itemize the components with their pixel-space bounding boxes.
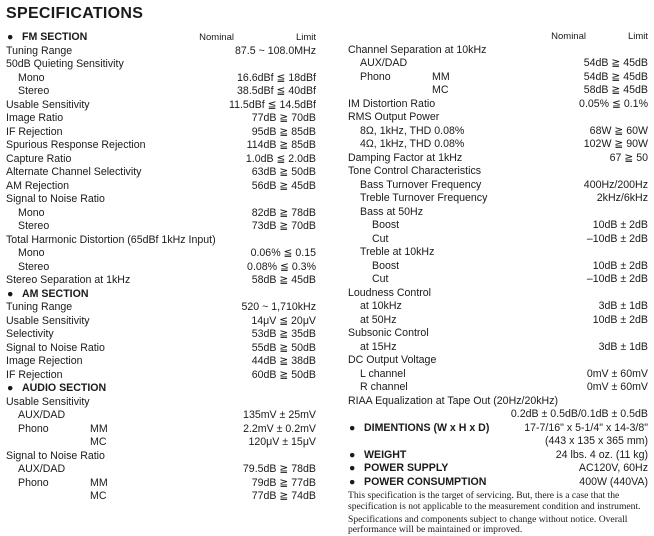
spec-label: Subsonic Control bbox=[348, 327, 429, 339]
spec-value: 2.2mV ± 0.2mV bbox=[243, 422, 316, 435]
spec-row bbox=[6, 315, 328, 329]
column-header bbox=[348, 30, 648, 44]
bullet-icon: ● bbox=[349, 462, 356, 474]
spec-row bbox=[348, 327, 648, 341]
footnote: This specification is the target of servicing. But, there is a case that the specification is not applicable to the measurement condition and instrument. bbox=[348, 490, 641, 512]
spec-label: Treble Turnover Frequency bbox=[360, 192, 488, 204]
spec-label: Damping Factor at 1kHz bbox=[348, 151, 463, 164]
spec-label: Cut bbox=[372, 232, 389, 245]
spec-row bbox=[6, 180, 328, 194]
spec-label: Usable Sensitivity bbox=[6, 314, 90, 327]
spec-label: Stereo Separation at 1kHz bbox=[6, 274, 131, 286]
spec-label: L channel bbox=[360, 367, 406, 380]
spec-label: Total Harmonic Distortion (65dBf 1kHz Input) bbox=[6, 233, 216, 246]
page-title: SPECIFICATIONS bbox=[6, 5, 144, 22]
spec-row bbox=[6, 355, 328, 369]
spec-label: Loudness Control bbox=[348, 286, 432, 299]
spec-label: Boost bbox=[372, 259, 400, 272]
spec-sublabel: MC bbox=[90, 436, 107, 448]
spec-value: 68W ≧ 60W bbox=[589, 124, 648, 137]
spec-label: Phono bbox=[18, 476, 49, 489]
spec-row bbox=[6, 234, 328, 248]
spec-label: Stereo bbox=[18, 220, 50, 232]
spec-sublabel: MM bbox=[90, 476, 108, 489]
spec-row bbox=[6, 423, 328, 437]
spec-row bbox=[6, 328, 328, 342]
left-spec-column bbox=[6, 31, 328, 504]
spec-row bbox=[348, 287, 648, 301]
spec-value: 54dB ≧ 45dB bbox=[583, 70, 648, 83]
spec-value: 3dB ± 1dB bbox=[598, 340, 648, 353]
spec-label: at 15Hz bbox=[360, 340, 397, 353]
spec-value: 10dB ± 2dB bbox=[592, 219, 648, 231]
spec-value: 87.5 ~ 108.0MHz bbox=[235, 44, 316, 57]
spec-label: Selectivity bbox=[6, 328, 54, 340]
spec-row bbox=[348, 219, 648, 233]
spec-row bbox=[6, 409, 328, 423]
spec-value: 63dB ≧ 50dB bbox=[251, 166, 316, 178]
spec-row bbox=[348, 125, 648, 139]
spec-row bbox=[348, 111, 648, 125]
spec-label: at 50Hz bbox=[360, 313, 397, 326]
spec-row bbox=[6, 58, 328, 72]
spec-label: DIMENTIONS (W x H x D) bbox=[364, 421, 490, 434]
spec-value: 77dB ≧ 70dB bbox=[251, 112, 316, 124]
spec-label: Mono bbox=[18, 206, 45, 219]
limit-header: Limit bbox=[627, 31, 648, 42]
spec-row bbox=[6, 369, 328, 383]
spec-label: POWER SUPPLY bbox=[364, 462, 449, 474]
spec-row bbox=[348, 152, 648, 166]
spec-label: Usable Sensitivity bbox=[6, 395, 90, 408]
spec-label: Mono bbox=[18, 247, 45, 259]
spec-row bbox=[6, 247, 328, 261]
spec-bullet-row bbox=[348, 449, 648, 463]
spec-label: Bass Turnover Frequency bbox=[360, 178, 482, 191]
spec-row bbox=[6, 139, 328, 153]
spec-row bbox=[6, 207, 328, 221]
spec-sublabel: MC bbox=[90, 490, 107, 502]
spec-row bbox=[6, 342, 328, 356]
spec-row bbox=[348, 233, 648, 247]
spec-row bbox=[348, 300, 648, 314]
spec-row bbox=[6, 45, 328, 59]
spec-label: 8Ω, 1kHz, THD 0.08% bbox=[360, 124, 465, 137]
spec-label: Signal to Noise Ratio bbox=[6, 341, 105, 354]
spec-label: Image Rejection bbox=[6, 355, 83, 367]
spec-value: 11.5dBf ≦ 14.5dBf bbox=[228, 98, 316, 111]
spec-value: –10dB ± 2dB bbox=[586, 273, 648, 285]
spec-sublabel: MC bbox=[432, 84, 449, 96]
spec-value: 114dB ≧ 85dB bbox=[246, 139, 316, 151]
spec-label: WEIGHT bbox=[364, 448, 407, 461]
bullet-icon: ● bbox=[349, 448, 356, 461]
spec-row bbox=[348, 246, 648, 260]
spec-value: 53dB ≧ 35dB bbox=[251, 328, 316, 340]
spec-row bbox=[348, 71, 648, 85]
spec-row bbox=[6, 396, 328, 410]
spec-label: AUX/DAD bbox=[18, 409, 66, 421]
spec-label: Bass at 50Hz bbox=[360, 205, 424, 218]
spec-value: 0mV ± 60mV bbox=[586, 381, 648, 393]
spec-label: IF Rejection bbox=[6, 368, 63, 381]
spec-label: IF Rejection bbox=[6, 125, 63, 138]
bullet-icon: ● bbox=[7, 287, 14, 300]
nominal-header: Nominal bbox=[199, 32, 234, 43]
spec-value: 55dB ≧ 50dB bbox=[251, 341, 316, 354]
spec-row bbox=[348, 192, 648, 206]
spec-value: 38.5dBf ≦ 40dBf bbox=[237, 85, 316, 97]
spec-row bbox=[6, 166, 328, 180]
spec-row bbox=[348, 179, 648, 193]
spec-label: Alternate Channel Selectivity bbox=[6, 166, 142, 178]
spec-row bbox=[348, 341, 648, 355]
spec-label: at 10kHz bbox=[360, 300, 402, 312]
spec-label: Signal to Noise Ratio bbox=[6, 449, 105, 462]
spec-bullet-row bbox=[348, 462, 648, 476]
bullet-icon: ● bbox=[7, 382, 14, 394]
spec-value: 82dB ≧ 78dB bbox=[251, 206, 316, 219]
spec-row bbox=[348, 138, 648, 152]
spec-row bbox=[348, 84, 648, 98]
spec-row bbox=[6, 153, 328, 167]
spec-value: 56dB ≧ 45dB bbox=[251, 179, 316, 192]
spec-value: 0.08% ≦ 0.3% bbox=[247, 260, 316, 273]
spec-label: DC Output Voltage bbox=[348, 354, 437, 366]
spec-value: 44dB ≧ 38dB bbox=[251, 355, 316, 367]
spec-value: 73dB ≧ 70dB bbox=[251, 220, 316, 232]
spec-row bbox=[6, 301, 328, 315]
spec-label: Signal to Noise Ratio bbox=[6, 193, 105, 205]
spec-label: Tuning Range bbox=[6, 44, 73, 57]
spec-value: 79dB ≧ 77dB bbox=[251, 476, 316, 489]
spec-value: 54dB ≧ 45dB bbox=[583, 57, 648, 69]
spec-label: Spurious Response Rejection bbox=[6, 139, 146, 151]
spec-bullet-row bbox=[348, 476, 648, 490]
spec-value: 10dB ± 2dB bbox=[592, 259, 648, 272]
spec-row bbox=[348, 165, 648, 179]
spec-value: 400W (440VA) bbox=[579, 475, 648, 488]
spec-value: 95dB ≧ 85dB bbox=[251, 125, 316, 138]
spec-value: 0mV ± 60mV bbox=[586, 367, 648, 380]
spec-row bbox=[6, 274, 328, 288]
spec-value: 24 lbs. 4 oz. (11 kg) bbox=[555, 448, 648, 461]
spec-row bbox=[6, 72, 328, 86]
spec-value: 0.06% ≦ 0.15 bbox=[250, 247, 316, 259]
spec-value: 67 ≧ 50 bbox=[609, 151, 648, 164]
section-title: FM SECTION bbox=[22, 31, 88, 43]
spec-value: –10dB ± 2dB bbox=[586, 232, 648, 245]
spec-value: 0.05% ≦ 0.1% bbox=[579, 97, 648, 110]
spec-row bbox=[6, 450, 328, 464]
section-title: AUDIO SECTION bbox=[22, 382, 107, 394]
spec-row bbox=[348, 44, 648, 58]
spec-value: AC120V, 60Hz bbox=[578, 462, 648, 474]
spec-label: RMS Output Power bbox=[348, 111, 440, 123]
limit-header: Limit bbox=[295, 32, 316, 43]
spec-row bbox=[348, 354, 648, 368]
spec-label: Mono bbox=[18, 71, 45, 84]
footnote: Specifications and components subject to change without notice. Overall performance will be maintained or improved. bbox=[348, 513, 628, 536]
spec-value: 2kHz/6kHz bbox=[596, 192, 648, 204]
spec-value: 102W ≧ 90W bbox=[583, 138, 648, 150]
spec-label: AUX/DAD bbox=[360, 57, 408, 69]
spec-label: Phono bbox=[18, 422, 49, 435]
bullet-icon: ● bbox=[349, 421, 356, 434]
spec-row bbox=[6, 261, 328, 275]
spec-value: 16.6dBf ≦ 18dBf bbox=[237, 71, 316, 84]
right-spec-column bbox=[348, 31, 648, 536]
spec-label: IM Distortion Ratio bbox=[348, 97, 436, 110]
spec-label: Cut bbox=[372, 273, 389, 285]
spec-label: Usable Sensitivity bbox=[6, 98, 90, 111]
spec-continuation: (443 x 135 x 365 mm) bbox=[544, 435, 648, 447]
spec-row bbox=[348, 260, 648, 274]
spec-value: 10dB ± 2dB bbox=[592, 313, 648, 326]
spec-label: POWER CONSUMPTION bbox=[364, 475, 487, 488]
spec-value: 17-7/16" x 5-1/4" x 14-3/8" bbox=[524, 421, 648, 434]
spec-row bbox=[348, 98, 648, 112]
spec-label: Tone Control Characteristics bbox=[348, 165, 482, 177]
spec-label: AM Rejection bbox=[6, 179, 69, 192]
section-heading bbox=[6, 31, 328, 45]
spec-value: 58dB ≧ 45dB bbox=[251, 274, 316, 286]
spec-row bbox=[6, 126, 328, 140]
spec-row bbox=[6, 477, 328, 491]
bullet-icon: ● bbox=[349, 475, 356, 488]
spec-value: 14μV ≦ 20μV bbox=[251, 314, 316, 327]
section-heading bbox=[6, 382, 328, 396]
spec-row bbox=[6, 436, 328, 450]
spec-value: 520 ~ 1,710kHz bbox=[241, 301, 316, 313]
spec-label: Treble at 10kHz bbox=[360, 246, 435, 258]
spec-label: Stereo bbox=[18, 85, 50, 97]
section-title: AM SECTION bbox=[22, 287, 89, 300]
spec-row bbox=[6, 99, 328, 113]
spec-value: 77dB ≧ 74dB bbox=[251, 490, 316, 502]
spec-row bbox=[348, 368, 648, 382]
spec-row bbox=[348, 381, 648, 395]
nominal-header: Nominal bbox=[551, 31, 586, 42]
spec-label: Capture Ratio bbox=[6, 152, 72, 165]
spec-value: 120μV ± 15μV bbox=[248, 436, 316, 448]
spec-label: Channel Separation at 10kHz bbox=[348, 43, 487, 56]
spec-label: RIAA Equalization at Tape Out (20Hz/20kHz) bbox=[348, 394, 559, 407]
spec-label: 4Ω, 1kHz, THD 0.08% bbox=[360, 138, 465, 150]
spec-label: Boost bbox=[372, 219, 400, 231]
spec-row bbox=[348, 57, 648, 71]
spec-value: 3dB ± 1dB bbox=[598, 300, 648, 312]
spec-sublabel: MM bbox=[432, 70, 450, 83]
spec-value: 79.5dB ≧ 78dB bbox=[242, 463, 316, 475]
spec-row bbox=[6, 193, 328, 207]
spec-row bbox=[6, 85, 328, 99]
spec-value: 400Hz/200Hz bbox=[583, 178, 648, 191]
spec-row bbox=[348, 395, 648, 409]
bullet-icon: ● bbox=[7, 31, 14, 43]
spec-row bbox=[6, 490, 328, 504]
spec-label: Tuning Range bbox=[6, 301, 73, 313]
spec-row bbox=[348, 273, 648, 287]
spec-label: 50dB Quieting Sensitivity bbox=[6, 58, 124, 70]
spec-label: AUX/DAD bbox=[18, 463, 66, 475]
spec-label: Stereo bbox=[18, 260, 50, 273]
spec-row bbox=[6, 220, 328, 234]
spec-row bbox=[348, 206, 648, 220]
spec-label: Image Ratio bbox=[6, 112, 64, 124]
spec-value: 1.0dB ≦ 2.0dB bbox=[245, 152, 316, 165]
spec-sublabel: MM bbox=[90, 422, 108, 435]
spec-value: 135mV ± 25mV bbox=[243, 409, 316, 421]
spec-bullet-row bbox=[348, 422, 648, 436]
spec-label: Phono bbox=[360, 70, 391, 83]
spec-continuation: 0.2dB ± 0.5dB/0.1dB ± 0.5dB bbox=[510, 408, 648, 420]
spec-row bbox=[6, 112, 328, 126]
spec-label: R channel bbox=[360, 381, 408, 393]
section-heading bbox=[6, 288, 328, 302]
spec-value: 58dB ≧ 45dB bbox=[583, 84, 648, 96]
spec-row bbox=[348, 314, 648, 328]
spec-row bbox=[6, 463, 328, 477]
spec-value: 60dB ≧ 50dB bbox=[251, 368, 316, 381]
